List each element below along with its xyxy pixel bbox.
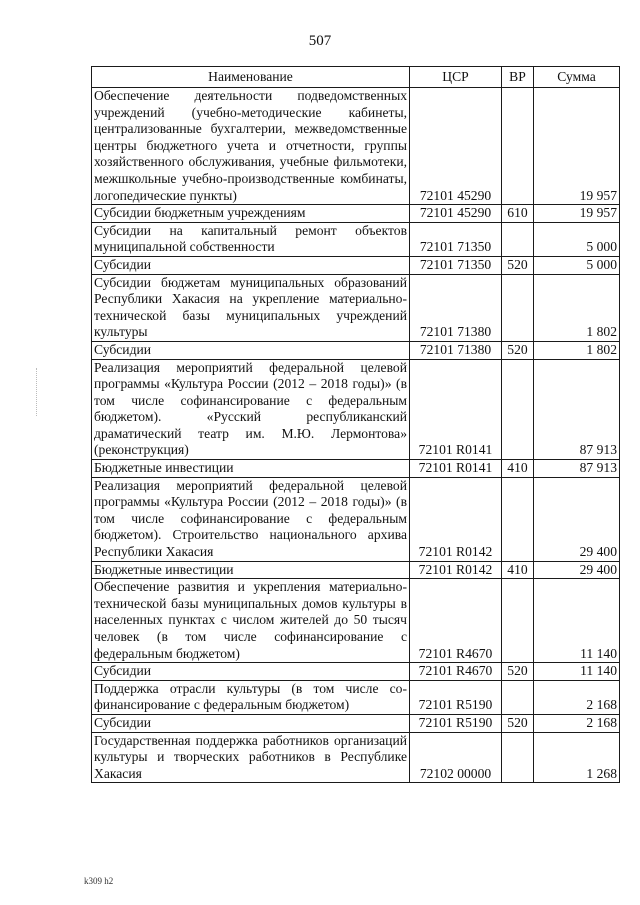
row-name: Субсидии: [92, 714, 410, 732]
row-csr: 72101 R0142: [410, 477, 502, 561]
row-sum: 5 000: [534, 256, 620, 274]
row-sum: 87 913: [534, 460, 620, 478]
row-vr: [502, 680, 534, 714]
row-csr: 72101 71350: [410, 256, 502, 274]
row-name: Реализация мероприятий федеральной целевой программы «Культура России (2012 – 2018 годы)» (в том числе софинансирование с федеральным бюджетом). «Русский республиканский драматический театр им. М.Ю. Лермонтова» (реконструкция): [92, 359, 410, 460]
header-csr: ЦСР: [410, 67, 502, 88]
row-vr: [502, 477, 534, 561]
header-sum: Сумма: [534, 67, 620, 88]
row-name: Бюджетные инвестиции: [92, 561, 410, 579]
row-name: Реализация мероприятий федеральной целевой программы «Культура России (2012 – 2018 годы)» (в том числе софинансирование с федеральным бюджетом). Строительство национального архива Республики Хакасия: [92, 477, 410, 561]
table-row: [92, 205, 620, 223]
row-csr: 72101 45290: [410, 205, 502, 223]
table-row: [92, 274, 620, 341]
header-vr: ВР: [502, 67, 534, 88]
row-name: Государственная поддержка работников организаций культуры и творческих работников в Республике Хакасия: [92, 732, 410, 783]
row-csr: 72102 00000: [410, 732, 502, 783]
row-vr: [502, 274, 534, 341]
row-vr: 410: [502, 460, 534, 478]
table-row: [92, 561, 620, 579]
row-csr: 72101 71380: [410, 274, 502, 341]
table-row: [92, 732, 620, 783]
header-name: Наименование: [92, 67, 410, 88]
table-row: [92, 88, 620, 205]
row-sum: 11 140: [534, 579, 620, 663]
row-vr: 520: [502, 341, 534, 359]
page-number: 507: [308, 33, 332, 49]
row-name: Обеспечение развития и укрепления материально-технической базы муниципальных домов культуры в населенных пунктах с числом жителей до 50 тысяч человек (в том числе софинансирование с федеральным бюджетом): [92, 579, 410, 663]
row-csr: 72101 R0141: [410, 359, 502, 460]
row-name: Бюджетные инвестиции: [92, 460, 410, 478]
row-sum: 5 000: [534, 222, 620, 256]
row-csr: 72101 R0142: [410, 561, 502, 579]
row-vr: [502, 88, 534, 205]
row-csr: 72101 45290: [410, 88, 502, 205]
table-row: [92, 579, 620, 663]
table-row: [92, 341, 620, 359]
row-vr: 410: [502, 561, 534, 579]
row-vr: [502, 359, 534, 460]
row-vr: [502, 732, 534, 783]
row-csr: 72101 R5190: [410, 680, 502, 714]
row-name: Субсидии бюджетным учреждениям: [92, 205, 410, 223]
row-csr: 72101 R0141: [410, 460, 502, 478]
table-row: [92, 680, 620, 714]
row-vr: 520: [502, 663, 534, 681]
row-vr: [502, 222, 534, 256]
row-name: Субсидии на капитальный ремонт объектов муниципальной собственности: [92, 222, 410, 256]
row-vr: [502, 579, 534, 663]
row-name: Субсидии: [92, 256, 410, 274]
table-row: [92, 460, 620, 478]
row-sum: 11 140: [534, 663, 620, 681]
row-sum: 19 957: [534, 205, 620, 223]
row-name: Субсидии: [92, 663, 410, 681]
scan-margin-dots: [36, 368, 39, 416]
row-name: Поддержка отрасли культуры (в том числе софинансирование с федеральным бюджетом): [92, 680, 410, 714]
row-name: Субсидии бюджетам муниципальных образований Республики Хакасия на укрепление материально-технической базы муниципальных учреждений культуры: [92, 274, 410, 341]
row-vr: 520: [502, 256, 534, 274]
row-sum: 87 913: [534, 359, 620, 460]
footer-code: k309 h2: [84, 876, 114, 886]
row-csr: 72101 R4670: [410, 663, 502, 681]
row-vr: 520: [502, 714, 534, 732]
row-sum: 2 168: [534, 680, 620, 714]
table-row: [92, 663, 620, 681]
table-row: [92, 714, 620, 732]
row-csr: 72101 71380: [410, 341, 502, 359]
row-sum: 19 957: [534, 88, 620, 205]
row-sum: 29 400: [534, 477, 620, 561]
table-row: [92, 359, 620, 460]
table-row: [92, 477, 620, 561]
row-vr: 610: [502, 205, 534, 223]
table-row: [92, 222, 620, 256]
row-sum: 29 400: [534, 561, 620, 579]
table-header-row: [92, 67, 620, 88]
row-sum: 2 168: [534, 714, 620, 732]
budget-table: [91, 66, 620, 783]
row-csr: 72101 R5190: [410, 714, 502, 732]
row-sum: 1 268: [534, 732, 620, 783]
row-name: Субсидии: [92, 341, 410, 359]
row-csr: 72101 R4670: [410, 579, 502, 663]
row-csr: 72101 71350: [410, 222, 502, 256]
table-row: [92, 256, 620, 274]
row-name: Обеспечение деятельности подведомственных учреждений (учебно-методические кабинеты, централизованные бухгалтерии, межведомственные центры бюджетного учета и отчетности, группы хозяйственного обслуживания, учебные фильмотеки, межшкольные учебно-производственные комбинаты, логопедические пункты): [92, 88, 410, 205]
row-sum: 1 802: [534, 341, 620, 359]
row-sum: 1 802: [534, 274, 620, 341]
